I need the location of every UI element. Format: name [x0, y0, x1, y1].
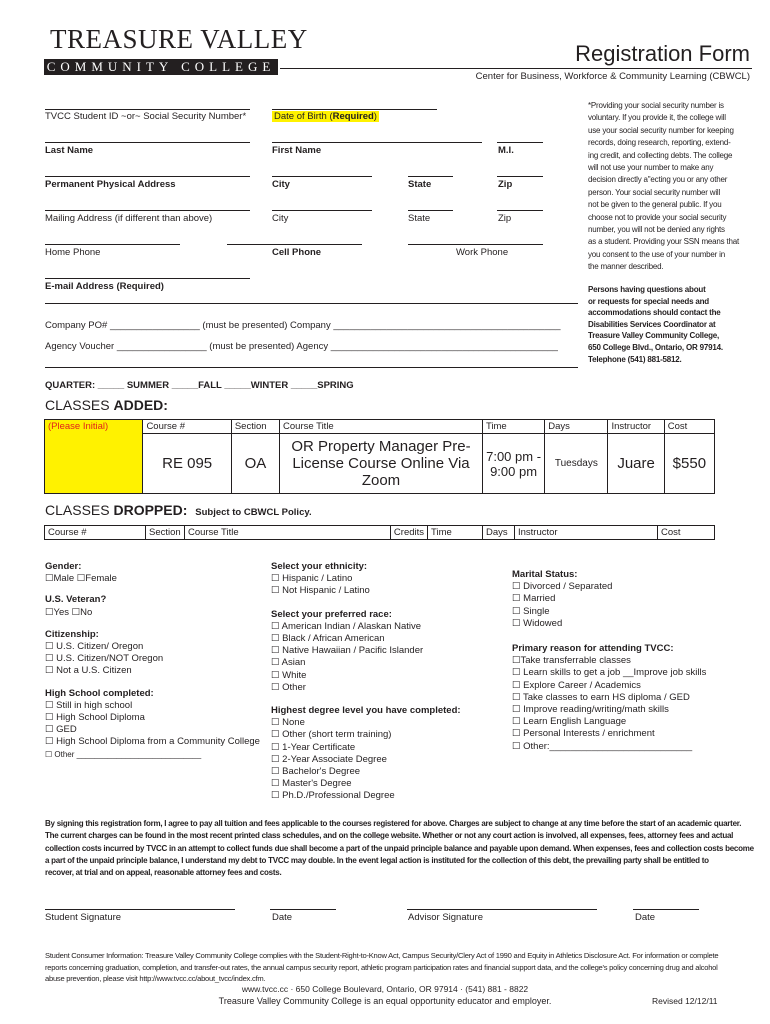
advisor-signature-line[interactable] [407, 909, 597, 910]
ssn-note-line: you consent to the use of your number in [588, 249, 725, 259]
citizenship-option[interactable]: ☐ U.S. Citizen/NOT Oregon [45, 653, 164, 665]
consumer-info [45, 950, 718, 985]
section-header: Section [231, 420, 279, 434]
demographics-col-3 [512, 569, 706, 753]
marital-option[interactable]: ☐ Married [512, 593, 556, 605]
classes-dropped-table [44, 525, 715, 540]
initial-header: (Please Initial) [45, 420, 143, 434]
dob-label [272, 111, 379, 122]
classes-added-table [44, 419, 715, 494]
section-rule [45, 367, 578, 368]
disability-note-line: Telephone (541) 881-5812. [588, 354, 682, 364]
reason-option[interactable]: ☐ Learn skills to get a job __Improve job skills [512, 667, 707, 679]
student-id-label: TVCC Student ID ~or~ Social Security Number* [45, 111, 247, 122]
degree-label: Highest degree level you have completed: [271, 705, 461, 717]
gender-options[interactable]: ☐Male ☐Female [45, 573, 117, 585]
race-option[interactable]: ☐ Native Hawaiian / Pacific Islander [271, 645, 424, 657]
race-option[interactable]: ☐ American Indian / Alaskan Native [271, 620, 422, 632]
legal-line: a part of the unpaid principle balance, I understand my debt to TVCC may double. In the event legal action is instituted for the collection of this debt, the prevailing party shall be entitled to [45, 855, 709, 865]
degree-option[interactable]: ☐ 2-Year Associate Degree [271, 753, 387, 765]
drop-title-header: Course Title [184, 526, 390, 540]
section-rule [45, 303, 578, 304]
cost-header: Cost [664, 420, 714, 434]
disability-note-line: Disabilities Services Coordinator at [588, 319, 716, 329]
ssn-note-line: as a student. Providing your SSN means that [588, 237, 740, 247]
ethnicity-option[interactable]: ☐ Not Hispanic / Latino [271, 585, 370, 597]
legal-line: collection costs incurred by TVCC in an attempt to collect funds due shall become a part of the unpaid principle balance and payable upon demand. When expenses, fees and collection costs become [45, 843, 754, 853]
state2-line[interactable] [408, 210, 453, 211]
disability-note-line: Persons having questions about [588, 285, 706, 294]
days-header: Days [545, 420, 608, 434]
high-school-option[interactable]: ☐ High School Diploma [45, 712, 145, 724]
home-phone-label: Home Phone [45, 247, 101, 258]
ssn-note-line: voluntary. If you provide it, the college will [588, 113, 726, 123]
cell-phone-line[interactable] [227, 244, 362, 245]
advisor-signature-label: Advisor Signature [408, 912, 483, 923]
equal-opportunity: Treasure Valley Community College is an equal opportunity educator and employer. [218, 996, 552, 1006]
classes-added-heading [45, 397, 168, 413]
date2-label: Date [635, 912, 656, 923]
mail-address-line[interactable] [45, 210, 250, 211]
state1-line[interactable] [408, 176, 453, 177]
agency-voucher-row[interactable]: Agency Voucher _________________ (must be presented) Agency ___________________________________________ [45, 341, 558, 352]
degree-option[interactable]: ☐ Bachelor's Degree [271, 766, 361, 778]
logo-text: TREASURE VALLEY [50, 24, 308, 54]
city2-label: City [272, 213, 289, 224]
ethnicity-label: Select your ethnicity: [271, 561, 368, 572]
high-school-label: High School completed: [45, 687, 154, 699]
revised-date: Revised 12/12/11 [652, 996, 718, 1006]
cost-cell: $550 [664, 434, 714, 494]
ssn-note-line: person. Your social security number will [588, 187, 721, 197]
ssn-note-line: decision directly a"ecting you or any other [588, 175, 728, 185]
last-name-label: Last Name [45, 145, 94, 156]
classes-dropped-bold: DROPPED: [113, 502, 188, 518]
veteran-options[interactable]: ☐Yes ☐No [45, 606, 93, 618]
gender-label: Gender: [45, 561, 82, 572]
disability-note-line: accommodations should contact the [588, 308, 721, 318]
email-label: E-mail Address (Required) [45, 281, 164, 292]
first-name-label: First Name [272, 145, 322, 156]
student-id-line[interactable] [45, 109, 250, 110]
marital-option[interactable]: ☐ Single [512, 605, 550, 617]
title-header: Course Title [280, 420, 483, 434]
state1-label: State [408, 179, 432, 190]
time-header: Time [482, 420, 544, 434]
high-school-option[interactable]: ☐ High School Diploma from a Community College [45, 736, 260, 748]
state2-label: State [408, 213, 431, 224]
high-school-option[interactable]: ☐ GED [45, 724, 77, 736]
dob-text-end: ) [373, 111, 377, 122]
marital-label: Marital Status: [512, 569, 578, 580]
marital-option[interactable]: ☐ Widowed [512, 617, 563, 629]
degree-option[interactable]: ☐ None [271, 717, 305, 729]
legal-line: By signing this registration form, I agree to pay all tuition and fees applicable to the courses registered for above. Charges are subject to change at any time before the start of an academic quarter. [45, 819, 742, 828]
citizenship-option[interactable]: ☐ Not a U.S. Citizen [45, 665, 132, 677]
work-phone-label: Work Phone [456, 247, 509, 258]
reason-option[interactable]: ☐ Learn English Language [512, 716, 627, 728]
student-signature-line[interactable] [45, 909, 235, 910]
ssn-note-line: choose not to provide your social security [588, 212, 727, 222]
veteran-label: U.S. Veteran? [45, 594, 107, 606]
section-cell: OA [231, 434, 279, 494]
ssn-note-line: will not use your number to make any [588, 163, 714, 173]
dropped-policy: Subject to CBWCL Policy. [195, 507, 312, 518]
time-cell: 7:00 pm - 9:00 pm [482, 434, 544, 494]
classes-added-pre: CLASSES [45, 397, 114, 413]
city1-line[interactable] [272, 176, 372, 177]
race-label: Select your preferred race: [271, 608, 392, 620]
high-school-option[interactable]: ☐ Still in high school [45, 699, 133, 711]
table-row [45, 434, 715, 494]
title-cell: OR Property Manager Pre-License Course Online Via Zoom [280, 434, 483, 494]
demographics-col-2 [271, 561, 461, 803]
ssn-note [588, 100, 739, 274]
race-option[interactable]: ☐ Black / African American [271, 633, 385, 645]
reason-option[interactable]: ☐ Personal Interests / enrichment [512, 728, 655, 740]
company-po-row[interactable]: Company PO# _________________ (must be presented) Company ___________________________________________ [45, 320, 561, 331]
citizenship-option[interactable]: ☐ U.S. Citizen/ Oregon [45, 641, 144, 653]
ssn-note-line: ing credit, and collecting debts. The college [588, 150, 733, 160]
form-subtitle: Center for Business, Workforce & Community Learning (CBWCL) [475, 71, 750, 82]
classes-dropped-pre: CLASSES [45, 502, 114, 518]
cell-phone-label: Cell Phone [272, 247, 322, 258]
instructor-header: Instructor [608, 420, 664, 434]
date2-line[interactable] [633, 909, 699, 910]
email-line[interactable] [45, 278, 250, 279]
zip2-label: Zip [498, 213, 512, 224]
consumer-info-line: reports concerning graduation, completion, and transfer-out rates, the annual campus security report, athletic program participation rates and ﬁnancial support data, and the college's policy concerning drug and alcohol [45, 962, 718, 972]
ssn-note-line: *Providing your social security number is [588, 101, 724, 110]
legal-statement [45, 818, 754, 879]
race-option[interactable]: ☐ Other [271, 681, 306, 693]
home-phone-line[interactable] [45, 244, 180, 245]
marital-option[interactable]: ☐ Divorced / Separated [512, 581, 613, 593]
reason-option[interactable]: ☐ Other:___________________________ [512, 740, 693, 752]
drop-time-header: Time [428, 526, 483, 540]
ssn-note-line: records, doing research, reporting, extend- [588, 138, 731, 148]
perm-address-label: Permanent Physical Address [45, 179, 176, 190]
degree-option[interactable]: ☐ Other (short term training) [271, 729, 392, 741]
high-school-option[interactable]: ☐ Other ____________________________ [45, 749, 202, 759]
legal-line: recover, at trial and on appeal, reasonable attorney fees and costs. [45, 868, 282, 878]
city2-line[interactable] [272, 210, 372, 211]
dob-text: Date of Birth ( [274, 111, 333, 122]
demographics-col-1 [45, 561, 260, 761]
quarter-row[interactable]: QUARTER: _____ SUMMER _____FALL _____WINTER _____SPRING [45, 380, 354, 391]
ethnicity-option[interactable]: ☐ Hispanic / Latino [271, 573, 353, 585]
days-cell: Tuesdays [545, 434, 608, 494]
date1-label: Date [272, 912, 293, 923]
course-cell: RE 095 [143, 434, 231, 494]
course-header: Course # [143, 420, 231, 434]
mi-label: M.I. [498, 145, 514, 156]
drop-cost-header: Cost [657, 526, 714, 540]
drop-course-header: Course # [45, 526, 146, 540]
work-phone-line[interactable] [408, 244, 543, 245]
perm-address-line[interactable] [45, 176, 250, 177]
ssn-note-line: the manner described. [588, 262, 664, 272]
zip1-line[interactable] [497, 176, 543, 177]
degree-option[interactable]: ☐ 1-Year Certificate [271, 741, 356, 753]
drop-credits-header: Credits [390, 526, 427, 540]
ssn-note-line: number, you will not be denied any rights [588, 225, 725, 235]
consumer-info-line: Student Consumer Information: Treasure Valley Community College complies with the Student-Right-to-Know Act, Campus Security/Clery Act of 1990 and Equity in Athletics Disclosure Act. For information or complete [45, 951, 719, 960]
drop-section-header: Section [145, 526, 184, 540]
student-signature-label: Student Signature [45, 912, 122, 923]
mail-address-label: Mailing Address (if different than above) [45, 213, 213, 224]
disability-note-line: Treasure Valley Community College, [588, 331, 720, 341]
first-name-line[interactable] [272, 142, 482, 143]
classes-added-bold: ADDED: [113, 397, 168, 413]
classes-dropped-heading [45, 502, 312, 518]
disability-note-line: or requests for special needs and [588, 296, 709, 306]
consumer-info-line: abuse prevention, please visit http://www.tvcc.cc/about_tvcc/index.cfm. [45, 974, 266, 983]
zip2-line[interactable] [497, 210, 543, 211]
instructor-cell: Juare [608, 434, 664, 494]
drop-days-header: Days [483, 526, 515, 540]
reason-label: Primary reason for attending TVCC: [512, 643, 674, 655]
mi-line[interactable] [497, 142, 543, 143]
city1-label: City [272, 179, 290, 190]
reason-option[interactable]: ☐ Take classes to earn HS diploma / GED [512, 691, 690, 703]
degree-option[interactable]: ☐ Ph.D./Professional Degree [271, 790, 395, 802]
contact-line: www.tvcc.cc · 650 College Boulevard, Ontario, OR 97914 · (541) 881 - 8822 [241, 984, 529, 994]
drop-instructor-header: Instructor [514, 526, 657, 540]
form-title: Registration Form [575, 41, 750, 66]
logo-subtext: COMMUNITY COLLEGE [44, 59, 278, 75]
degree-option[interactable]: ☐ Master's Degree [271, 778, 352, 790]
initial-cell[interactable] [45, 434, 143, 494]
disability-note-line: 650 College Blvd., Ontario, OR 97914. [588, 342, 723, 352]
ssn-note-line: use your social security number for keeping [588, 125, 734, 135]
date1-line[interactable] [270, 909, 336, 910]
citizenship-label: Citizenship: [45, 628, 99, 640]
zip1-label: Zip [498, 179, 513, 190]
dob-line[interactable] [272, 109, 437, 110]
last-name-line[interactable] [45, 142, 250, 143]
reason-option[interactable]: ☐ Improve reading/writing/math skills [512, 704, 669, 716]
dob-required: Required [332, 111, 374, 122]
disability-note [588, 284, 723, 365]
reason-option[interactable]: ☐Take transferrable classes [512, 655, 631, 667]
header-rule [280, 68, 752, 69]
race-option[interactable]: ☐ White [271, 669, 307, 681]
ssn-note-line: not be given to the general public. If you [588, 200, 722, 210]
race-option[interactable]: ☐ Asian [271, 657, 306, 669]
reason-option[interactable]: ☐ Explore Career / Academics [512, 679, 641, 691]
legal-line: The current charges can be found in the most recent printed class schedules, and on the college website. Whether or not any court action is involved, all expenses, fees, attorney fees and actual [45, 831, 734, 841]
